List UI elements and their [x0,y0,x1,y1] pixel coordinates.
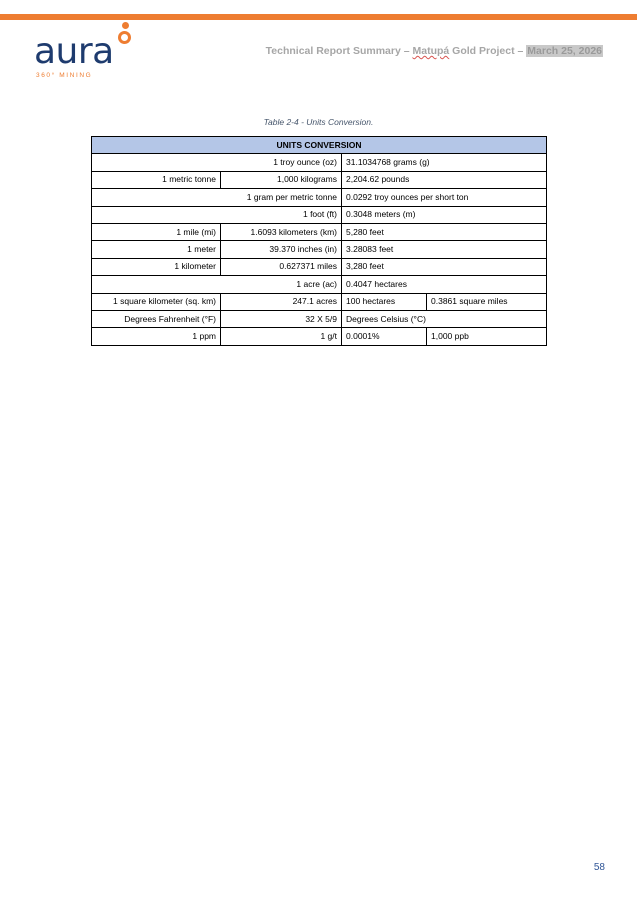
table-row [92,276,547,293]
logo-wordmark: aura [34,31,114,72]
table-cell: 32 X 5/9 [221,310,342,327]
table-cell: 1 meter [92,241,221,258]
table-row [92,328,547,345]
table-row [92,310,547,327]
table-cell: 1 square kilometer (sq. km) [92,293,221,310]
report-header-title [266,45,603,57]
table-cell: 3.28083 feet [342,241,547,258]
table-cell: 5,280 feet [342,223,547,240]
header-accent-bar [0,14,637,20]
table-cell: 0.0001% [342,328,427,345]
table-header-row [92,137,547,154]
table-row [92,206,547,223]
table-cell: Degrees Celsius (°C) [342,310,547,327]
table-row [92,189,547,206]
table-cell: 3,280 feet [342,258,547,275]
table-cell: 100 hectares [342,293,427,310]
logo-tagline: 360° MINING [36,72,93,79]
table-cell: 1 mile (mi) [92,223,221,240]
table-cell: 0.0292 troy ounces per short ton [342,189,547,206]
table-cell: Degrees Fahrenheit (°F) [92,310,221,327]
table-cell: 1 kilometer [92,258,221,275]
table-cell: 0.3048 meters (m) [342,206,547,223]
table-row [92,258,547,275]
table-cell: 247.1 acres [221,293,342,310]
logo-dot-icon [122,22,129,29]
header-project-name: Matupá [412,45,450,57]
table-cell: 1.6093 kilometers (km) [221,223,342,240]
table-cell: 1 foot (ft) [92,206,342,223]
aura-logo [30,22,160,84]
table-cell: 1 acre (ac) [92,276,342,293]
table-cell: 1 metric tonne [92,171,221,188]
table-cell: 0.627371 miles [221,258,342,275]
units-conversion-table [91,136,547,346]
header-title-prefix: Technical Report Summary – [265,45,413,57]
table-row [92,293,547,310]
page-number: 58 [593,862,605,873]
table-cell: 31.1034768 grams (g) [342,154,547,171]
table-row [92,241,547,258]
table-cell: 1,000 ppb [427,328,547,345]
table-cell: 0.4047 hectares [342,276,547,293]
table-header: UNITS CONVERSION [92,137,547,154]
table-cell: 1 ppm [92,328,221,345]
table-cell: 2,204.62 pounds [342,171,547,188]
header-project-suffix: Gold Project – [449,45,527,57]
table-cell: 1 troy ounce (oz) [92,154,342,171]
header-date: March 25, 2026 [527,45,602,57]
logo-ring-icon [118,31,131,44]
table-row [92,154,547,171]
table-caption: Table 2-4 - Units Conversion. [263,117,374,127]
table-row [92,171,547,188]
table-cell: 0.3861 square miles [427,293,547,310]
table-cell: 1 gram per metric tonne [92,189,342,206]
table-cell: 39.370 inches (in) [221,241,342,258]
table-cell: 1 g/t [221,328,342,345]
table-cell: 1,000 kilograms [221,171,342,188]
table-row [92,223,547,240]
